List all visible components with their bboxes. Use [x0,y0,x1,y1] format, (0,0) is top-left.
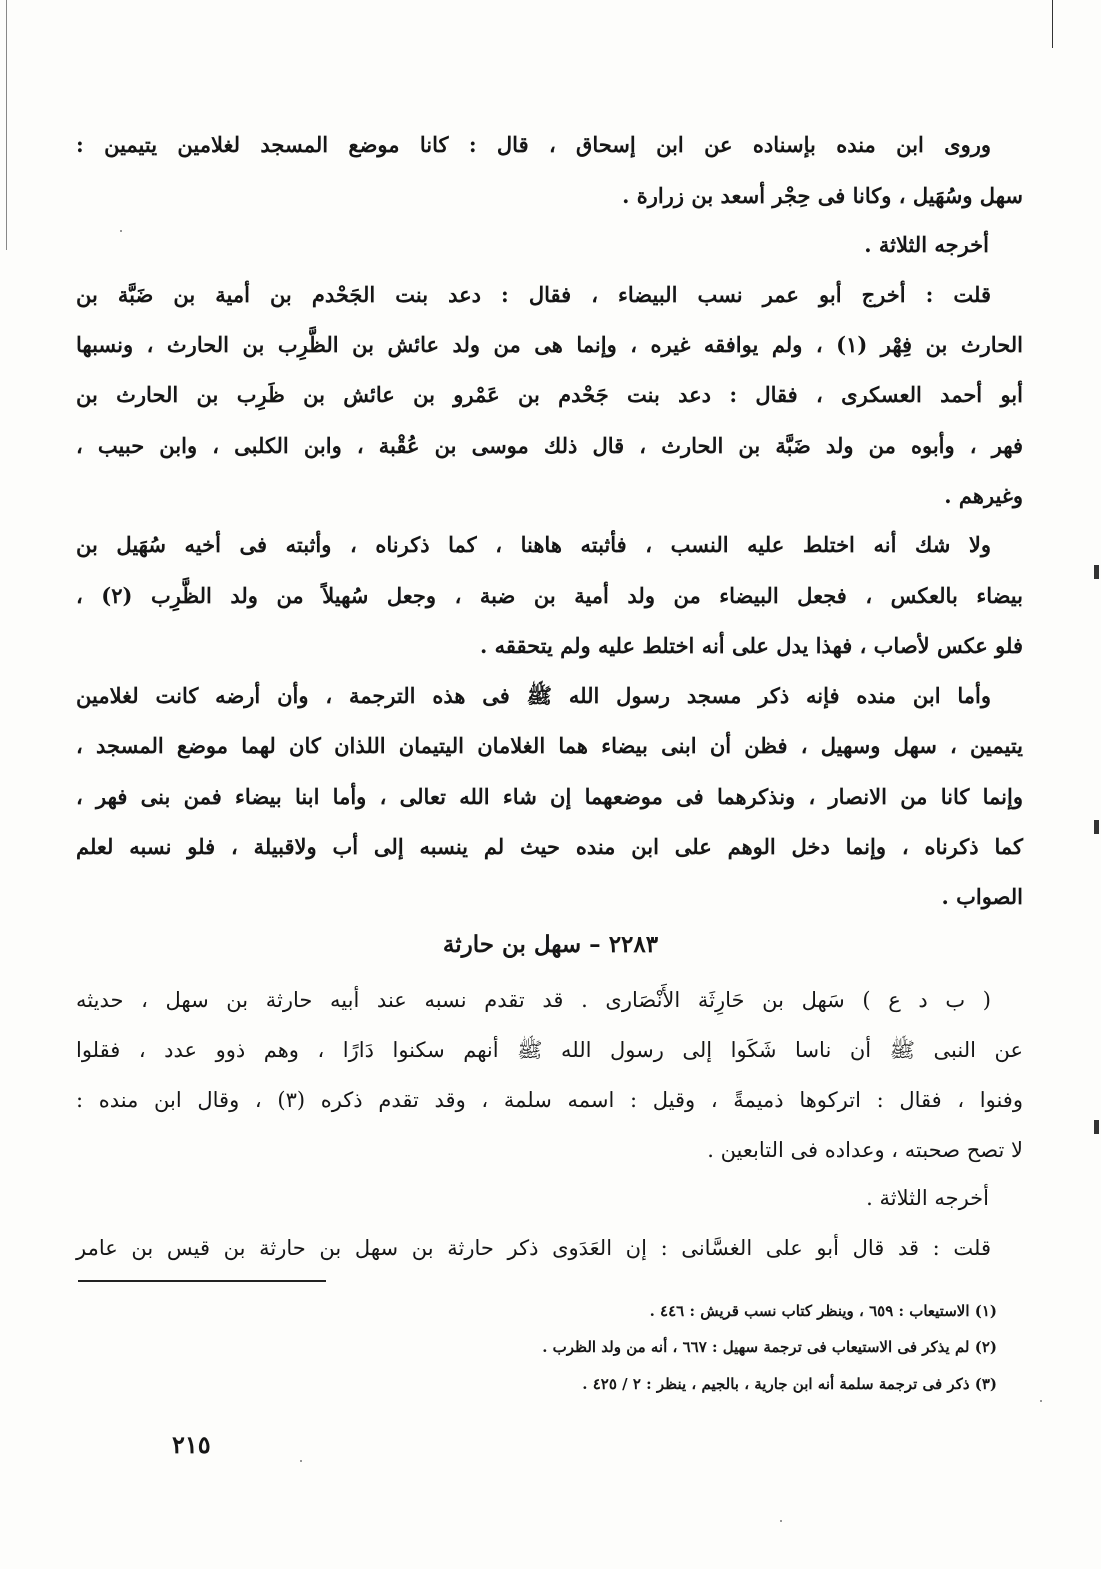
text-line: الصواب . [941,884,1023,909]
text-line: فهر ، وأبوه من ولد ضَبَّة بن الحارث ، قال ذلك موسى بن عُقْبة ، وابن الكلبى ، وابن حبيب ، [76,433,1023,458]
text-line: قلت : أخرج أبو عمر نسب البيضاء ، فقال : دعد بنت الجَحْدم بن أمية بن ضَبَّة بن [76,282,991,307]
text-line: ( ب د ع ) سَهل بن حَارِثَة الأَنْصَارى . قد تقدم نسبه عند أبيه حارثة بن سهل ، حديثه [76,988,991,1012]
text-line: وإنما كانا من الانصار ، ونذكرهما فى موضعهما إن شاء الله تعالى ، وأما ابنا بيضاء فمن بنى فهر ، [76,784,1023,809]
scan-speck [300,1460,302,1462]
scan-speck [1040,1400,1042,1402]
scan-edge-line-left [6,0,7,250]
text-line: لا تصح صحبته ، وعداده فى التابعين . [707,1138,1023,1162]
text-line: عن النبى ﷺ أن ناسا شَكَوا إلى رسول الله ﷺ أنهم سكنوا دَارًا ، وهم ذوو عدد ، فقلوا [76,1038,1023,1062]
text-line: يتيمين ، سهل وسهيل ، فظن أن ابنى بيضاء هما الغلامان اليتيمان اللذان كان لهما موضع المسجد ، [76,733,1023,758]
text-line: أخرجه الثلاثة . [866,1186,989,1210]
footnote-2: (٢) لم يذكر فى الاستيعاب فى ترجمة سهيل : ٦٦٧ ، أنه من ولد الظرب . [542,1338,997,1356]
scan-margin-mark-2 [1094,820,1099,834]
text-line: أبو أحمد العسكرى ، فقال : دعد بنت جَحْدم بن عَمْرو بن عائش بن ظَرِب بن الحارث بن [76,382,1023,407]
text-line: أخرجه الثلاثة . [864,232,989,257]
text-line: بيضاء بالعكس ، فجعل البيضاء من ولد أمية بن ضبة ، وجعل سُهيلاً من ولد الظَّرِب (٢) ، [76,583,1023,608]
scan-speck [780,1520,782,1522]
text-line: وفنوا ، فقال : اتركوها ذميمةً ، وقيل : اسمه سلمة ، وقد تقدم ذكره (٣) ، وقال ابن منده : [76,1088,1023,1112]
page-number: ٢١٥ [172,1430,211,1459]
text-line: قلت : قد قال أبو على الغسَّانى : إن العَدَوى ذكر حارثة بن سهل بن حارثة بن قيس بن عامر [76,1236,991,1260]
text-line: وأما ابن منده فإنه ذكر مسجد رسول الله ﷺ فى هذه الترجمة ، وأن أرضه كانت لغلامين [76,683,991,708]
footnotes-divider [78,1280,326,1282]
text-line: كما ذكرناه ، وإنما دخل الوهم على ابن منده حيث لم ينسبه إلى أب ولاقبيلة ، فلو نسبه لعلم [76,834,1023,859]
footnote-3: (٣) ذكر فى ترجمة سلمة أنه ابن جارية ، بالجيم ، ينظر : ٢ / ٤٢٥ . [582,1375,997,1393]
text-line: الحارث بن فِهْر (١) ، ولم يوافقه غيره ، وإنما هى من ولد عائش بن الظَّرِب بن الحارث ، ونسبها [76,332,1023,357]
text-line: فلو عكس لأصاب ، فهذا يدل على أنه اختلط عليه ولم يتحققه . [479,633,1023,658]
scan-margin-mark-3 [1094,1120,1099,1134]
scan-speck [120,230,122,232]
text-line: وغيرهم . [944,483,1023,508]
text-line: وروى ابن منده بإسناده عن ابن إسحاق ، قال : كانا موضع المسجد لغلامين يتيمين : [76,132,991,157]
footnote-1: (١) الاستيعاب : ٦٥٩ ، وينظر كتاب نسب قريش : ٤٤٦ . [649,1302,997,1320]
text-line: سهل وسُهَيل ، وكانا فى حِجْر أسعد بن زرارة . [622,183,1023,208]
section-heading: ٢٢٨٣ – سهل بن حارثة [442,931,659,958]
text-line: ولا شك أنه اختلط عليه النسب ، فأثبته هاهنا ، كما ذكرناه ، وأثبته فى أخيه سُهَيل بن [76,532,991,557]
scan-margin-mark-1 [1094,565,1099,579]
scan-edge-line-top [1052,0,1053,48]
